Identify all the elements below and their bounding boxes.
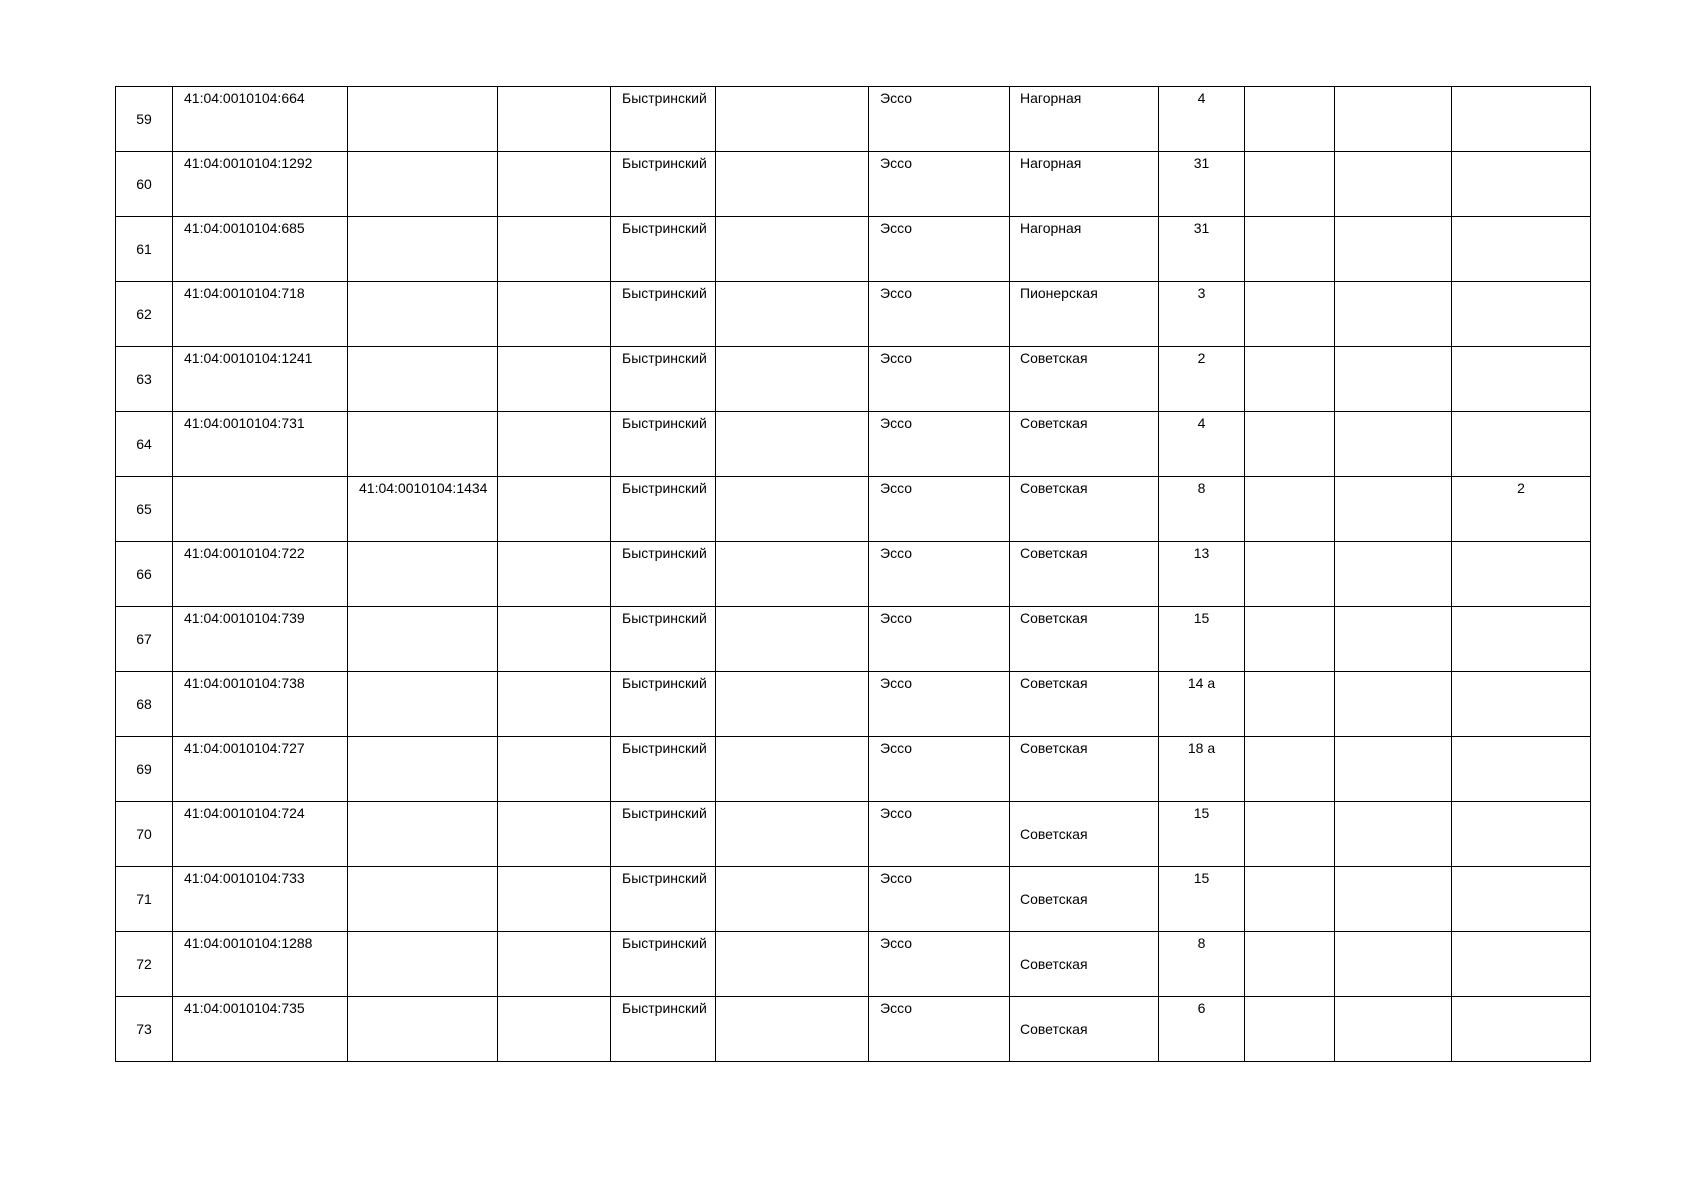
empty-cell — [498, 282, 611, 347]
table-row — [116, 477, 1591, 542]
street: Советская — [1020, 956, 1088, 972]
apartment-cell — [1452, 932, 1591, 997]
house-number-cell — [1159, 932, 1245, 997]
row-number-cell — [116, 932, 173, 997]
house-number: 14 а — [1187, 675, 1216, 691]
empty-cell — [1245, 932, 1335, 997]
cadastral-number-cell — [173, 477, 348, 542]
parent-cadastral-number-cell — [348, 282, 498, 347]
empty-cell — [1335, 412, 1452, 477]
settlement-cell — [869, 282, 1010, 347]
empty-cell — [1245, 282, 1335, 347]
table-row — [116, 347, 1591, 412]
row-number: 62 — [136, 306, 152, 322]
cadastral-number: 41:04:0010104:724 — [184, 805, 305, 821]
house-number-cell — [1159, 542, 1245, 607]
table-row — [116, 867, 1591, 932]
empty-cell — [498, 477, 611, 542]
street: Советская — [1020, 545, 1088, 561]
apartment-cell — [1452, 607, 1591, 672]
settlement: Эссо — [880, 155, 913, 171]
empty-cell — [498, 412, 611, 477]
house-number: 13 — [1193, 545, 1210, 561]
settlement-cell — [869, 347, 1010, 412]
cadastral-number-cell — [173, 737, 348, 802]
house-number: 18 а — [1187, 740, 1216, 756]
row-number-cell — [116, 282, 173, 347]
house-number-cell — [1159, 997, 1245, 1062]
empty-cell — [716, 802, 869, 867]
district: Быстринский — [622, 285, 707, 301]
cadastral-number: 41:04:0010104:735 — [184, 1000, 305, 1016]
street-cell — [1010, 932, 1159, 997]
cadastral-number-cell — [173, 672, 348, 737]
empty-cell — [1245, 802, 1335, 867]
cadastral-number: 41:04:0010104:1288 — [184, 935, 313, 951]
district-cell — [611, 737, 716, 802]
empty-cell — [1245, 347, 1335, 412]
cadastral-number-cell — [173, 412, 348, 477]
house-number-cell — [1159, 87, 1245, 152]
row-number-cell — [116, 542, 173, 607]
row-number: 68 — [136, 696, 152, 712]
empty-cell — [498, 737, 611, 802]
row-number-cell — [116, 412, 173, 477]
settlement: Эссо — [880, 740, 913, 756]
table-body — [116, 87, 1591, 1062]
table-row — [116, 542, 1591, 607]
apartment-cell — [1452, 802, 1591, 867]
street-cell — [1010, 672, 1159, 737]
empty-cell — [1245, 867, 1335, 932]
street-cell — [1010, 802, 1159, 867]
district-cell — [611, 217, 716, 282]
apartment-cell — [1452, 997, 1591, 1062]
district-cell — [611, 607, 716, 672]
row-number: 72 — [136, 956, 152, 972]
house-number-cell — [1159, 607, 1245, 672]
settlement: Эссо — [880, 675, 913, 691]
district: Быстринский — [622, 805, 707, 821]
house-number-cell — [1159, 152, 1245, 217]
settlement: Эссо — [880, 415, 913, 431]
parent-cadastral-number-cell — [348, 932, 498, 997]
district: Быстринский — [622, 220, 707, 236]
house-number-cell — [1159, 477, 1245, 542]
settlement-cell — [869, 672, 1010, 737]
empty-cell — [498, 607, 611, 672]
parent-cadastral-number-cell — [348, 997, 498, 1062]
empty-cell — [1245, 217, 1335, 282]
street: Нагорная — [1020, 155, 1082, 171]
parent-cadastral-number-cell — [348, 672, 498, 737]
row-number-cell — [116, 87, 173, 152]
empty-cell — [716, 997, 869, 1062]
cadastral-number: 41:04:0010104:1241 — [184, 350, 313, 366]
district: Быстринский — [622, 90, 707, 106]
row-number: 60 — [136, 176, 152, 192]
apartment-cell — [1452, 412, 1591, 477]
parent-cadastral-number-cell — [348, 347, 498, 412]
street: Советская — [1020, 610, 1088, 626]
empty-cell — [498, 542, 611, 607]
settlement: Эссо — [880, 90, 913, 106]
house-number: 15 — [1193, 870, 1210, 886]
table-row — [116, 152, 1591, 217]
settlement: Эссо — [880, 480, 913, 496]
empty-cell — [1245, 607, 1335, 672]
street-cell — [1010, 867, 1159, 932]
empty-cell — [1245, 87, 1335, 152]
empty-cell — [1335, 997, 1452, 1062]
cadastral-number-cell — [173, 282, 348, 347]
empty-cell — [716, 87, 869, 152]
street: Советская — [1020, 1021, 1088, 1037]
house-number-cell — [1159, 282, 1245, 347]
house-number: 2 — [1197, 350, 1206, 366]
settlement: Эссо — [880, 805, 913, 821]
settlement: Эссо — [880, 935, 913, 951]
settlement: Эссо — [880, 350, 913, 366]
settlement-cell — [869, 802, 1010, 867]
district-cell — [611, 347, 716, 412]
house-number: 31 — [1193, 220, 1210, 236]
cadastral-number-cell — [173, 802, 348, 867]
street-cell — [1010, 997, 1159, 1062]
district-cell — [611, 867, 716, 932]
empty-cell — [1245, 737, 1335, 802]
district-cell — [611, 802, 716, 867]
apartment-cell — [1452, 217, 1591, 282]
district-cell — [611, 542, 716, 607]
row-number-cell — [116, 347, 173, 412]
apartment-cell — [1452, 282, 1591, 347]
street-cell — [1010, 607, 1159, 672]
row-number: 61 — [136, 241, 152, 257]
cadastral-number-cell — [173, 152, 348, 217]
district: Быстринский — [622, 545, 707, 561]
parent-cadastral-number-cell — [348, 412, 498, 477]
district-cell — [611, 672, 716, 737]
district: Быстринский — [622, 480, 707, 496]
parent-cadastral-number: 41:04:0010104:1434 — [359, 480, 488, 496]
parent-cadastral-number-cell — [348, 217, 498, 282]
apartment-number: 2 — [1517, 480, 1525, 496]
empty-cell — [716, 867, 869, 932]
street-cell — [1010, 217, 1159, 282]
parent-cadastral-number-cell — [348, 152, 498, 217]
parent-cadastral-number-cell — [348, 867, 498, 932]
table-row — [116, 412, 1591, 477]
empty-cell — [716, 282, 869, 347]
settlement-cell — [869, 87, 1010, 152]
street-cell — [1010, 412, 1159, 477]
empty-cell — [716, 737, 869, 802]
row-number-cell — [116, 217, 173, 282]
cadastral-number-cell — [173, 607, 348, 672]
empty-cell — [498, 997, 611, 1062]
table-row — [116, 802, 1591, 867]
empty-cell — [498, 932, 611, 997]
apartment-cell — [1452, 152, 1591, 217]
district: Быстринский — [622, 870, 707, 886]
cadastral-number: 41:04:0010104:664 — [184, 90, 305, 106]
empty-cell — [716, 672, 869, 737]
empty-cell — [1245, 412, 1335, 477]
row-number: 66 — [136, 566, 152, 582]
settlement-cell — [869, 477, 1010, 542]
settlement: Эссо — [880, 220, 913, 236]
table-row — [116, 932, 1591, 997]
apartment-cell — [1452, 347, 1591, 412]
cadastral-number: 41:04:0010104:727 — [184, 740, 305, 756]
row-number-cell — [116, 477, 173, 542]
district: Быстринский — [622, 740, 707, 756]
district: Быстринский — [622, 935, 707, 951]
parent-cadastral-number-cell — [348, 802, 498, 867]
parent-cadastral-number-cell — [348, 607, 498, 672]
empty-cell — [1335, 542, 1452, 607]
empty-cell — [498, 87, 611, 152]
district: Быстринский — [622, 155, 707, 171]
street: Советская — [1020, 826, 1088, 842]
house-number-cell — [1159, 412, 1245, 477]
house-number: 6 — [1197, 1000, 1206, 1016]
empty-cell — [498, 217, 611, 282]
house-number: 8 — [1197, 480, 1206, 496]
house-number: 4 — [1197, 415, 1206, 431]
empty-cell — [1335, 932, 1452, 997]
empty-cell — [1335, 802, 1452, 867]
cadastral-number-cell — [173, 542, 348, 607]
empty-cell — [1245, 672, 1335, 737]
street-cell — [1010, 87, 1159, 152]
apartment-cell — [1452, 542, 1591, 607]
house-number-cell — [1159, 737, 1245, 802]
table-row — [116, 672, 1591, 737]
cadastral-number-cell — [173, 867, 348, 932]
row-number: 70 — [136, 826, 152, 842]
street-cell — [1010, 152, 1159, 217]
empty-cell — [1335, 217, 1452, 282]
table-row — [116, 87, 1591, 152]
row-number: 64 — [136, 436, 152, 452]
row-number-cell — [116, 607, 173, 672]
empty-cell — [716, 152, 869, 217]
cadastral-number: 41:04:0010104:733 — [184, 870, 305, 886]
document-page — [115, 86, 1590, 1062]
district: Быстринский — [622, 610, 707, 626]
district-cell — [611, 477, 716, 542]
street: Нагорная — [1020, 90, 1082, 106]
settlement: Эссо — [880, 545, 913, 561]
settlement-cell — [869, 542, 1010, 607]
row-number: 63 — [136, 371, 152, 387]
empty-cell — [716, 932, 869, 997]
house-number-cell — [1159, 867, 1245, 932]
empty-cell — [716, 412, 869, 477]
street: Советская — [1020, 350, 1088, 366]
empty-cell — [1335, 867, 1452, 932]
settlement-cell — [869, 997, 1010, 1062]
empty-cell — [716, 607, 869, 672]
cadastral-number: 41:04:0010104:731 — [184, 415, 305, 431]
house-number: 8 — [1197, 935, 1206, 951]
settlement: Эссо — [880, 285, 913, 301]
apartment-cell — [1452, 737, 1591, 802]
row-number-cell — [116, 997, 173, 1062]
table-row — [116, 997, 1591, 1062]
settlement-cell — [869, 932, 1010, 997]
cadastral-number: 41:04:0010104:1292 — [184, 155, 313, 171]
registry-table — [115, 86, 1591, 1062]
district-cell — [611, 282, 716, 347]
apartment-cell — [1452, 477, 1591, 542]
settlement-cell — [869, 867, 1010, 932]
row-number-cell — [116, 152, 173, 217]
street-cell — [1010, 282, 1159, 347]
table-row — [116, 282, 1591, 347]
settlement-cell — [869, 412, 1010, 477]
street-cell — [1010, 477, 1159, 542]
apartment-cell — [1452, 87, 1591, 152]
district-cell — [611, 87, 716, 152]
empty-cell — [1335, 607, 1452, 672]
row-number-cell — [116, 672, 173, 737]
apartment-cell — [1452, 867, 1591, 932]
empty-cell — [498, 802, 611, 867]
cadastral-number-cell — [173, 997, 348, 1062]
empty-cell — [498, 867, 611, 932]
parent-cadastral-number-cell — [348, 87, 498, 152]
district-cell — [611, 997, 716, 1062]
house-number: 3 — [1197, 285, 1206, 301]
row-number: 59 — [136, 111, 152, 127]
house-number: 15 — [1193, 610, 1210, 626]
settlement: Эссо — [880, 610, 913, 626]
row-number: 73 — [136, 1021, 152, 1037]
cadastral-number-cell — [173, 347, 348, 412]
empty-cell — [1245, 542, 1335, 607]
cadastral-number-cell — [173, 87, 348, 152]
apartment-cell — [1452, 672, 1591, 737]
empty-cell — [1245, 477, 1335, 542]
cadastral-number-cell — [173, 217, 348, 282]
cadastral-number: 41:04:0010104:739 — [184, 610, 305, 626]
settlement: Эссо — [880, 1000, 913, 1016]
settlement-cell — [869, 152, 1010, 217]
parent-cadastral-number-cell — [348, 542, 498, 607]
row-number-cell — [116, 867, 173, 932]
district: Быстринский — [622, 350, 707, 366]
house-number: 15 — [1193, 805, 1210, 821]
settlement-cell — [869, 737, 1010, 802]
row-number-cell — [116, 802, 173, 867]
street: Пионерская — [1020, 285, 1098, 301]
street: Советская — [1020, 415, 1088, 431]
cadastral-number: 41:04:0010104:685 — [184, 220, 305, 236]
house-number-cell — [1159, 802, 1245, 867]
street-cell — [1010, 542, 1159, 607]
empty-cell — [1335, 152, 1452, 217]
row-number: 69 — [136, 761, 152, 777]
parent-cadastral-number-cell — [348, 737, 498, 802]
empty-cell — [498, 347, 611, 412]
street-cell — [1010, 347, 1159, 412]
cadastral-number: 41:04:0010104:718 — [184, 285, 305, 301]
parent-cadastral-number-cell — [348, 477, 498, 542]
street: Советская — [1020, 740, 1088, 756]
empty-cell — [1335, 737, 1452, 802]
row-number-cell — [116, 737, 173, 802]
empty-cell — [498, 672, 611, 737]
street: Советская — [1020, 891, 1088, 907]
cadastral-number: 41:04:0010104:738 — [184, 675, 305, 691]
empty-cell — [1335, 477, 1452, 542]
district-cell — [611, 412, 716, 477]
row-number: 65 — [136, 501, 152, 517]
empty-cell — [498, 152, 611, 217]
empty-cell — [716, 542, 869, 607]
empty-cell — [716, 347, 869, 412]
street: Советская — [1020, 675, 1088, 691]
street: Нагорная — [1020, 220, 1082, 236]
settlement-cell — [869, 607, 1010, 672]
empty-cell — [1245, 152, 1335, 217]
table-row — [116, 607, 1591, 672]
row-number: 67 — [136, 631, 152, 647]
district-cell — [611, 932, 716, 997]
empty-cell — [1245, 997, 1335, 1062]
row-number: 71 — [136, 891, 152, 907]
district-cell — [611, 152, 716, 217]
street-cell — [1010, 737, 1159, 802]
empty-cell — [716, 477, 869, 542]
house-number: 31 — [1193, 155, 1210, 171]
house-number-cell — [1159, 347, 1245, 412]
table-row — [116, 217, 1591, 282]
district: Быстринский — [622, 1000, 707, 1016]
table-row — [116, 737, 1591, 802]
house-number: 4 — [1197, 90, 1206, 106]
district: Быстринский — [622, 675, 707, 691]
settlement-cell — [869, 217, 1010, 282]
district: Быстринский — [622, 415, 707, 431]
house-number-cell — [1159, 217, 1245, 282]
empty-cell — [1335, 347, 1452, 412]
settlement: Эссо — [880, 870, 913, 886]
street: Советская — [1020, 480, 1088, 496]
empty-cell — [1335, 87, 1452, 152]
empty-cell — [1335, 282, 1452, 347]
cadastral-number-cell — [173, 932, 348, 997]
empty-cell — [1335, 672, 1452, 737]
cadastral-number: 41:04:0010104:722 — [184, 545, 305, 561]
empty-cell — [716, 217, 869, 282]
house-number-cell — [1159, 672, 1245, 737]
